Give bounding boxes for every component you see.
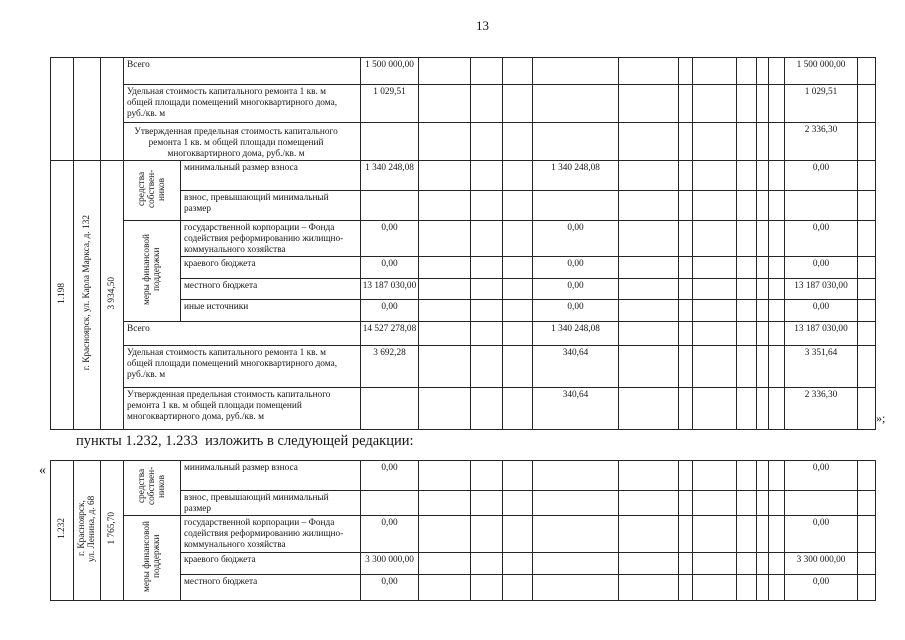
row-label: местного бюджета <box>181 575 361 601</box>
value-cell <box>419 300 471 322</box>
value-cell: 1 029,51 <box>785 85 858 123</box>
value-cell <box>471 58 503 85</box>
item-address <box>74 161 101 430</box>
value-cell <box>737 123 757 161</box>
value-cell <box>858 346 876 388</box>
value-cell <box>737 191 757 221</box>
value-cell <box>757 257 769 279</box>
value-cell: 1 340 248,08 <box>533 161 619 191</box>
closing-quote-mark: »; <box>876 411 886 425</box>
value-cell <box>619 300 679 322</box>
funding-group-label-text: меры финансовой поддержки <box>142 233 162 305</box>
value-cell <box>679 123 693 161</box>
value-cell <box>737 85 757 123</box>
value-cell <box>419 491 471 516</box>
value-cell: 3 300 000,00 <box>785 552 858 575</box>
value-cell <box>769 123 785 161</box>
value-cell <box>785 491 858 516</box>
table-row <box>51 123 876 161</box>
value-cell <box>757 575 769 601</box>
funding-group-label-text: средства собствен-ников <box>137 466 167 506</box>
value-cell <box>679 575 693 601</box>
value-cell <box>419 516 471 553</box>
item-address <box>74 461 101 601</box>
value-cell <box>503 575 533 601</box>
table-row <box>51 322 876 346</box>
value-cell <box>503 221 533 257</box>
value-cell: 0,00 <box>785 300 858 322</box>
value-cell <box>679 191 693 221</box>
value-cell <box>737 516 757 553</box>
table-row <box>51 388 876 430</box>
value-cell <box>503 85 533 123</box>
value-cell: 340,64 <box>533 388 619 430</box>
value-cell <box>419 161 471 191</box>
value-cell <box>769 58 785 85</box>
value-cell <box>419 322 471 346</box>
value-cell: 1 340 248,08 <box>533 322 619 346</box>
value-cell <box>757 279 769 300</box>
value-cell <box>679 346 693 388</box>
row-label: минимальный размер взноса <box>181 461 361 491</box>
table-row <box>51 346 876 388</box>
value-cell <box>757 322 769 346</box>
value-cell <box>858 322 876 346</box>
value-cell: 0,00 <box>533 221 619 257</box>
table-row <box>51 58 876 85</box>
value-cell <box>361 191 419 221</box>
value-cell: 0,00 <box>361 300 419 322</box>
value-cell <box>619 161 679 191</box>
value-cell <box>757 85 769 123</box>
value-cell <box>619 346 679 388</box>
value-cell <box>737 257 757 279</box>
value-cell <box>503 300 533 322</box>
funding-group-label <box>124 161 181 221</box>
value-cell: 13 187 030,00 <box>785 279 858 300</box>
value-cell <box>419 552 471 575</box>
value-cell <box>769 575 785 601</box>
value-cell <box>757 58 769 85</box>
value-cell <box>693 257 737 279</box>
row-label: государственной корпорации – Фонда содействия реформированию жилищно-коммунального хозяйства <box>181 221 361 257</box>
value-cell <box>361 491 419 516</box>
value-cell <box>737 491 757 516</box>
value-cell <box>619 123 679 161</box>
value-cell <box>757 491 769 516</box>
value-cell <box>737 279 757 300</box>
value-cell <box>533 123 619 161</box>
value-cell <box>471 161 503 191</box>
value-cell <box>533 552 619 575</box>
value-cell <box>737 346 757 388</box>
value-cell <box>858 516 876 553</box>
value-cell <box>769 221 785 257</box>
item-address-text: г. Красноярск, ул. Карла Маркса, д. 132 <box>82 215 92 371</box>
value-cell <box>503 191 533 221</box>
value-cell: 0,00 <box>533 279 619 300</box>
row-label: взнос, превышающий минимальный размер <box>181 191 361 221</box>
value-cell <box>533 491 619 516</box>
value-cell <box>693 123 737 161</box>
row-label: Всего <box>124 322 361 346</box>
value-cell <box>679 388 693 430</box>
value-cell <box>503 388 533 430</box>
value-cell <box>769 85 785 123</box>
row-label: Всего <box>124 58 361 85</box>
value-cell <box>471 461 503 491</box>
value-cell <box>619 221 679 257</box>
value-cell <box>471 257 503 279</box>
value-cell <box>533 575 619 601</box>
value-cell <box>361 388 419 430</box>
value-cell <box>693 491 737 516</box>
value-cell: 0,00 <box>361 221 419 257</box>
value-cell <box>619 279 679 300</box>
page-number: 13 <box>476 18 489 33</box>
value-cell <box>619 491 679 516</box>
value-cell <box>471 346 503 388</box>
value-cell <box>503 346 533 388</box>
row-label: краевого бюджета <box>181 552 361 575</box>
continued-cell <box>101 58 124 161</box>
table-row <box>51 516 876 553</box>
value-cell <box>737 161 757 191</box>
value-cell <box>858 300 876 322</box>
value-cell <box>757 516 769 553</box>
value-cell <box>858 279 876 300</box>
value-cell: 0,00 <box>785 575 858 601</box>
value-cell <box>471 300 503 322</box>
value-cell <box>679 491 693 516</box>
value-cell <box>858 58 876 85</box>
value-cell <box>619 191 679 221</box>
value-cell <box>471 123 503 161</box>
value-cell <box>757 123 769 161</box>
value-cell <box>858 221 876 257</box>
value-cell <box>858 191 876 221</box>
value-cell <box>769 257 785 279</box>
value-cell <box>503 58 533 85</box>
amendment-instruction: пункты 1.232, 1.233 изложить в следующей редакции: <box>76 433 414 449</box>
row-label: Удельная стоимость капитального ремонта 1 кв. м общей площади помещений многоквартирного дома, руб./кв. м <box>124 346 361 388</box>
value-cell <box>769 346 785 388</box>
value-cell <box>858 552 876 575</box>
value-cell <box>757 191 769 221</box>
item-address-text: г. Красноярск, ул. Ленина, д. 68 <box>77 495 97 562</box>
value-cell <box>471 491 503 516</box>
value-cell <box>858 85 876 123</box>
value-cell <box>679 461 693 491</box>
value-cell: 1 340 248,08 <box>361 161 419 191</box>
item-area <box>101 161 124 430</box>
value-cell <box>503 552 533 575</box>
value-cell <box>619 575 679 601</box>
value-cell <box>471 575 503 601</box>
value-cell: 0,00 <box>785 161 858 191</box>
value-cell <box>419 85 471 123</box>
value-cell <box>471 516 503 553</box>
value-cell <box>419 257 471 279</box>
value-cell <box>471 388 503 430</box>
value-cell <box>858 388 876 430</box>
value-cell <box>679 85 693 123</box>
row-label: взнос, превышающий минимальный размер <box>181 491 361 516</box>
value-cell: 340,64 <box>533 346 619 388</box>
value-cell <box>693 221 737 257</box>
value-cell: 2 336,30 <box>785 123 858 161</box>
value-cell <box>503 516 533 553</box>
value-cell: 1 500 000,00 <box>785 58 858 85</box>
value-cell <box>858 257 876 279</box>
row-label: краевого бюджета <box>181 257 361 279</box>
value-cell <box>619 461 679 491</box>
item-number-text: 1.198 <box>57 282 67 304</box>
value-cell <box>679 257 693 279</box>
value-cell: 0,00 <box>785 461 858 491</box>
value-cell <box>858 123 876 161</box>
value-cell <box>419 461 471 491</box>
opening-quote-mark: « <box>39 463 46 478</box>
value-cell <box>503 123 533 161</box>
item-number-text: 1.232 <box>57 518 67 539</box>
value-cell <box>737 221 757 257</box>
continued-cell <box>74 58 101 161</box>
value-cell <box>679 300 693 322</box>
table-row <box>51 161 876 191</box>
value-cell <box>693 322 737 346</box>
value-cell <box>503 257 533 279</box>
value-cell <box>503 279 533 300</box>
value-cell <box>693 58 737 85</box>
value-cell: 1 500 000,00 <box>361 58 419 85</box>
value-cell: 0,00 <box>361 516 419 553</box>
item-number <box>51 461 74 601</box>
value-cell <box>533 85 619 123</box>
value-cell: 0,00 <box>785 257 858 279</box>
value-cell <box>533 191 619 221</box>
value-cell <box>503 322 533 346</box>
row-label: Утвержденная предельная стоимость капитального ремонта 1 кв. м общей площади помещений многоквартирного дома, руб./кв. м <box>124 123 361 161</box>
funding-group-label-text: меры финансовой поддержки <box>142 520 162 592</box>
value-cell <box>619 58 679 85</box>
value-cell <box>858 575 876 601</box>
value-cell <box>533 461 619 491</box>
value-cell: 0,00 <box>361 575 419 601</box>
value-cell <box>679 552 693 575</box>
value-cell: 3 300 000,00 <box>361 552 419 575</box>
funding-group-label-text: средства собствен-ников <box>137 169 167 208</box>
value-cell <box>533 516 619 553</box>
value-cell: 13 187 030,00 <box>361 279 419 300</box>
value-cell: 0,00 <box>785 221 858 257</box>
value-cell: 14 527 278,08 <box>361 322 419 346</box>
value-cell <box>737 322 757 346</box>
value-cell <box>419 58 471 85</box>
value-cell <box>419 279 471 300</box>
item-area-text: 3 934,50 <box>107 276 117 310</box>
value-cell <box>737 552 757 575</box>
value-cell: 0,00 <box>533 257 619 279</box>
row-label: Удельная стоимость капитального ремонта 1 кв. м общей площади помещений многоквартирного дома, руб./кв. м <box>124 85 361 123</box>
value-cell <box>619 322 679 346</box>
value-cell <box>757 221 769 257</box>
value-cell <box>693 575 737 601</box>
continued-cell <box>51 58 74 161</box>
value-cell <box>693 161 737 191</box>
value-cell <box>471 85 503 123</box>
value-cell <box>693 552 737 575</box>
value-cell <box>619 516 679 553</box>
value-cell <box>533 58 619 85</box>
value-cell <box>769 491 785 516</box>
repair-program-table-new <box>50 460 876 601</box>
repair-program-table-continued <box>50 57 876 430</box>
value-cell <box>737 575 757 601</box>
value-cell <box>769 191 785 221</box>
value-cell <box>769 279 785 300</box>
value-cell <box>693 300 737 322</box>
value-cell <box>503 491 533 516</box>
value-cell: 3 692,28 <box>361 346 419 388</box>
value-cell: 13 187 030,00 <box>785 322 858 346</box>
value-cell <box>419 575 471 601</box>
value-cell <box>619 552 679 575</box>
value-cell <box>419 388 471 430</box>
value-cell <box>471 221 503 257</box>
value-cell <box>769 322 785 346</box>
value-cell: 0,00 <box>361 461 419 491</box>
value-cell <box>471 279 503 300</box>
value-cell <box>419 123 471 161</box>
value-cell: 0,00 <box>785 516 858 553</box>
value-cell <box>757 461 769 491</box>
value-cell <box>737 388 757 430</box>
value-cell <box>679 516 693 553</box>
value-cell <box>737 461 757 491</box>
value-cell <box>757 552 769 575</box>
table-row <box>51 85 876 123</box>
value-cell <box>757 388 769 430</box>
item-area <box>101 461 124 601</box>
row-label: минимальный размер взноса <box>181 161 361 191</box>
value-cell <box>737 58 757 85</box>
item-area-text: 1 765,70 <box>107 512 117 545</box>
value-cell <box>785 191 858 221</box>
value-cell <box>769 300 785 322</box>
value-cell <box>769 461 785 491</box>
value-cell <box>471 322 503 346</box>
value-cell <box>679 322 693 346</box>
value-cell <box>693 461 737 491</box>
funding-group-label <box>124 461 181 516</box>
value-cell <box>769 161 785 191</box>
value-cell <box>503 161 533 191</box>
value-cell <box>419 221 471 257</box>
row-label: местного бюджета <box>181 279 361 300</box>
value-cell <box>471 191 503 221</box>
value-cell <box>693 388 737 430</box>
value-cell <box>693 516 737 553</box>
value-cell <box>769 516 785 553</box>
value-cell <box>769 552 785 575</box>
value-cell <box>757 346 769 388</box>
funding-group-label <box>124 221 181 322</box>
value-cell <box>757 161 769 191</box>
value-cell <box>769 388 785 430</box>
value-cell: 2 336,30 <box>785 388 858 430</box>
table-row <box>51 461 876 491</box>
value-cell <box>858 461 876 491</box>
value-cell: 3 351,64 <box>785 346 858 388</box>
value-cell <box>679 161 693 191</box>
value-cell <box>619 85 679 123</box>
value-cell: 0,00 <box>361 257 419 279</box>
value-cell <box>619 388 679 430</box>
value-cell <box>471 552 503 575</box>
value-cell <box>679 58 693 85</box>
funding-group-label <box>124 516 181 601</box>
value-cell: 0,00 <box>533 300 619 322</box>
value-cell <box>693 85 737 123</box>
value-cell <box>693 279 737 300</box>
row-label: Утвержденная предельная стоимость капитального ремонта 1 кв. м общей площади помещений многоквартирного дома, руб./кв. м <box>124 388 361 430</box>
value-cell <box>858 161 876 191</box>
value-cell <box>419 346 471 388</box>
value-cell <box>619 257 679 279</box>
table-row <box>51 221 876 257</box>
value-cell <box>419 191 471 221</box>
item-number <box>51 161 74 430</box>
row-label: иные источники <box>181 300 361 322</box>
value-cell <box>361 123 419 161</box>
value-cell <box>757 300 769 322</box>
row-label: государственной корпорации – Фонда содействия реформированию жилищно-коммунального хозяйства <box>181 516 361 553</box>
value-cell <box>679 279 693 300</box>
value-cell <box>693 346 737 388</box>
value-cell <box>858 491 876 516</box>
value-cell <box>737 300 757 322</box>
value-cell <box>693 191 737 221</box>
value-cell <box>679 221 693 257</box>
value-cell <box>503 461 533 491</box>
value-cell: 1 029,51 <box>361 85 419 123</box>
